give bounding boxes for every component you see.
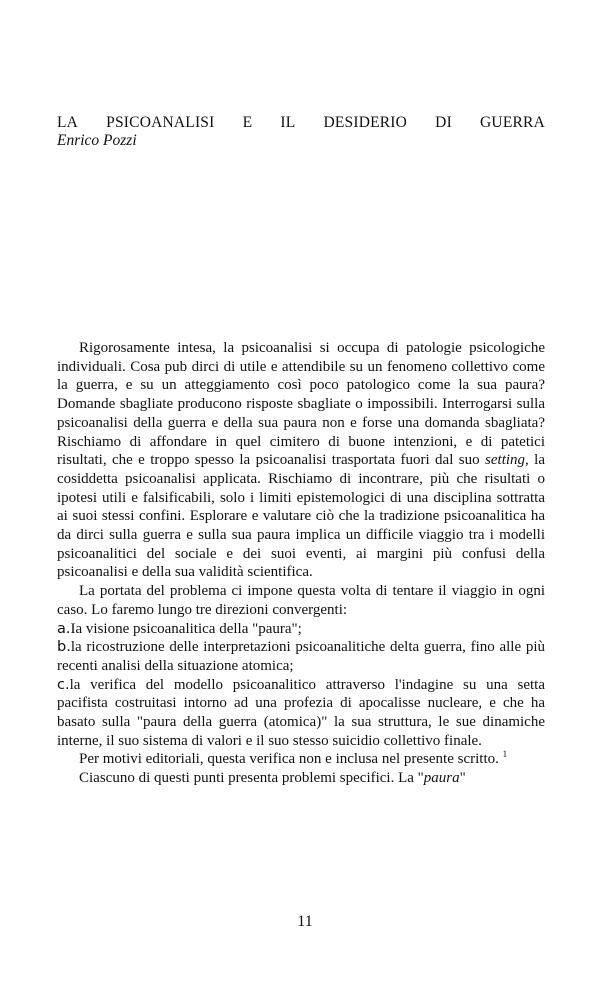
paragraph-2: La portata del problema ci impone questa volta di tentare il viaggio in ogni caso. Lo faremo lungo tre direzioni convergenti: — [57, 583, 545, 618]
list-item-c — [57, 676, 545, 751]
page-number: 11 — [297, 913, 313, 930]
list-item-b — [57, 638, 545, 675]
paragraph-text: la cosiddetta psicoanalisi applicata. Rischiamo di incontrare, più che risultati o ipotesi utili e falsificabili, solo i limiti epistemologici di una disciplina sottratta ai suoi stessi confini. Esplorare e valutare ciò che la tradizione psicoanalitica ha da dirci sulla guerra e sulla sua paura implica un difficile viaggio tra i modelli psicoanalitici del sociale e dei suoi eventi, ai margini più confusi della psicoanalisi e della sua validità scientifica. — [57, 452, 546, 581]
footnote-marker: 1 — [502, 749, 508, 760]
list-marker: c. — [57, 676, 70, 693]
body-text — [57, 339, 545, 788]
author-name: Enrico Pozzi — [57, 132, 137, 149]
emphasis-setting: setting, — [485, 452, 529, 469]
list-item-text: la ricostruzione delle interpretazioni psicoanalitiche delta guerra, fino alle più recenti analisi della situazione atomica; — [57, 639, 545, 674]
title-word: E — [242, 114, 253, 131]
title-word: DESIDERIO — [323, 114, 408, 131]
title-word: IL — [280, 114, 296, 131]
emphasis-paura: paura — [423, 770, 460, 787]
paragraph-1 — [57, 339, 545, 582]
list-item-a — [57, 620, 545, 639]
paragraph-4 — [57, 769, 545, 788]
paragraph-text: Ciascuno di questi punti presenta problemi specifici. La " — [79, 770, 424, 787]
list-item-text: la verifica del modello psicoanalitico attraverso l'indagine su una setta pacifista costruitasi intorno ad una profezia di apocalisse nucleare, e che ha basato sulla "paura della guerra (atomica)" la sua struttura, le sue dinamiche interne, il suo sistema di valori e il suo stesso suicidio collettivo finale. — [57, 676, 545, 749]
paragraph-text: " — [459, 770, 466, 787]
list-item-text: Ia visione psicoanalitica della "paura"; — [70, 620, 302, 637]
list-marker: b. — [57, 639, 71, 656]
title-word: PSICOANALISI — [106, 114, 215, 131]
chapter-title — [57, 113, 545, 132]
paragraph-3 — [57, 750, 545, 769]
paragraph-text: Per motivi editoriali, questa verifica non e inclusa nel presente scritto. — [79, 751, 499, 768]
title-word: LA — [57, 114, 79, 131]
title-word: GUERRA — [480, 114, 545, 131]
list-marker: a. — [57, 620, 71, 637]
paragraph-text: Rigorosamente intesa, la psicoanalisi si occupa di patologie psicologiche individuali. Cosa pub dirci di utile e attendibile su un fenomeno collettivo come la guerra, e su un atteggiamento così poco patologico come la sua paura? Domande sbagliate producono risposte sbagliate o impossibili. Interrogarsi sulla psicoanalisi della guerra e della sua paura non e forse una domanda sbagliata? Rischiamo di affondare in quel cimitero di buone intenzioni, e di patetici risultati, che e troppo spesso la psicoanalisi trasportata fuori dal suo — [57, 340, 545, 469]
title-word: DI — [435, 114, 452, 131]
